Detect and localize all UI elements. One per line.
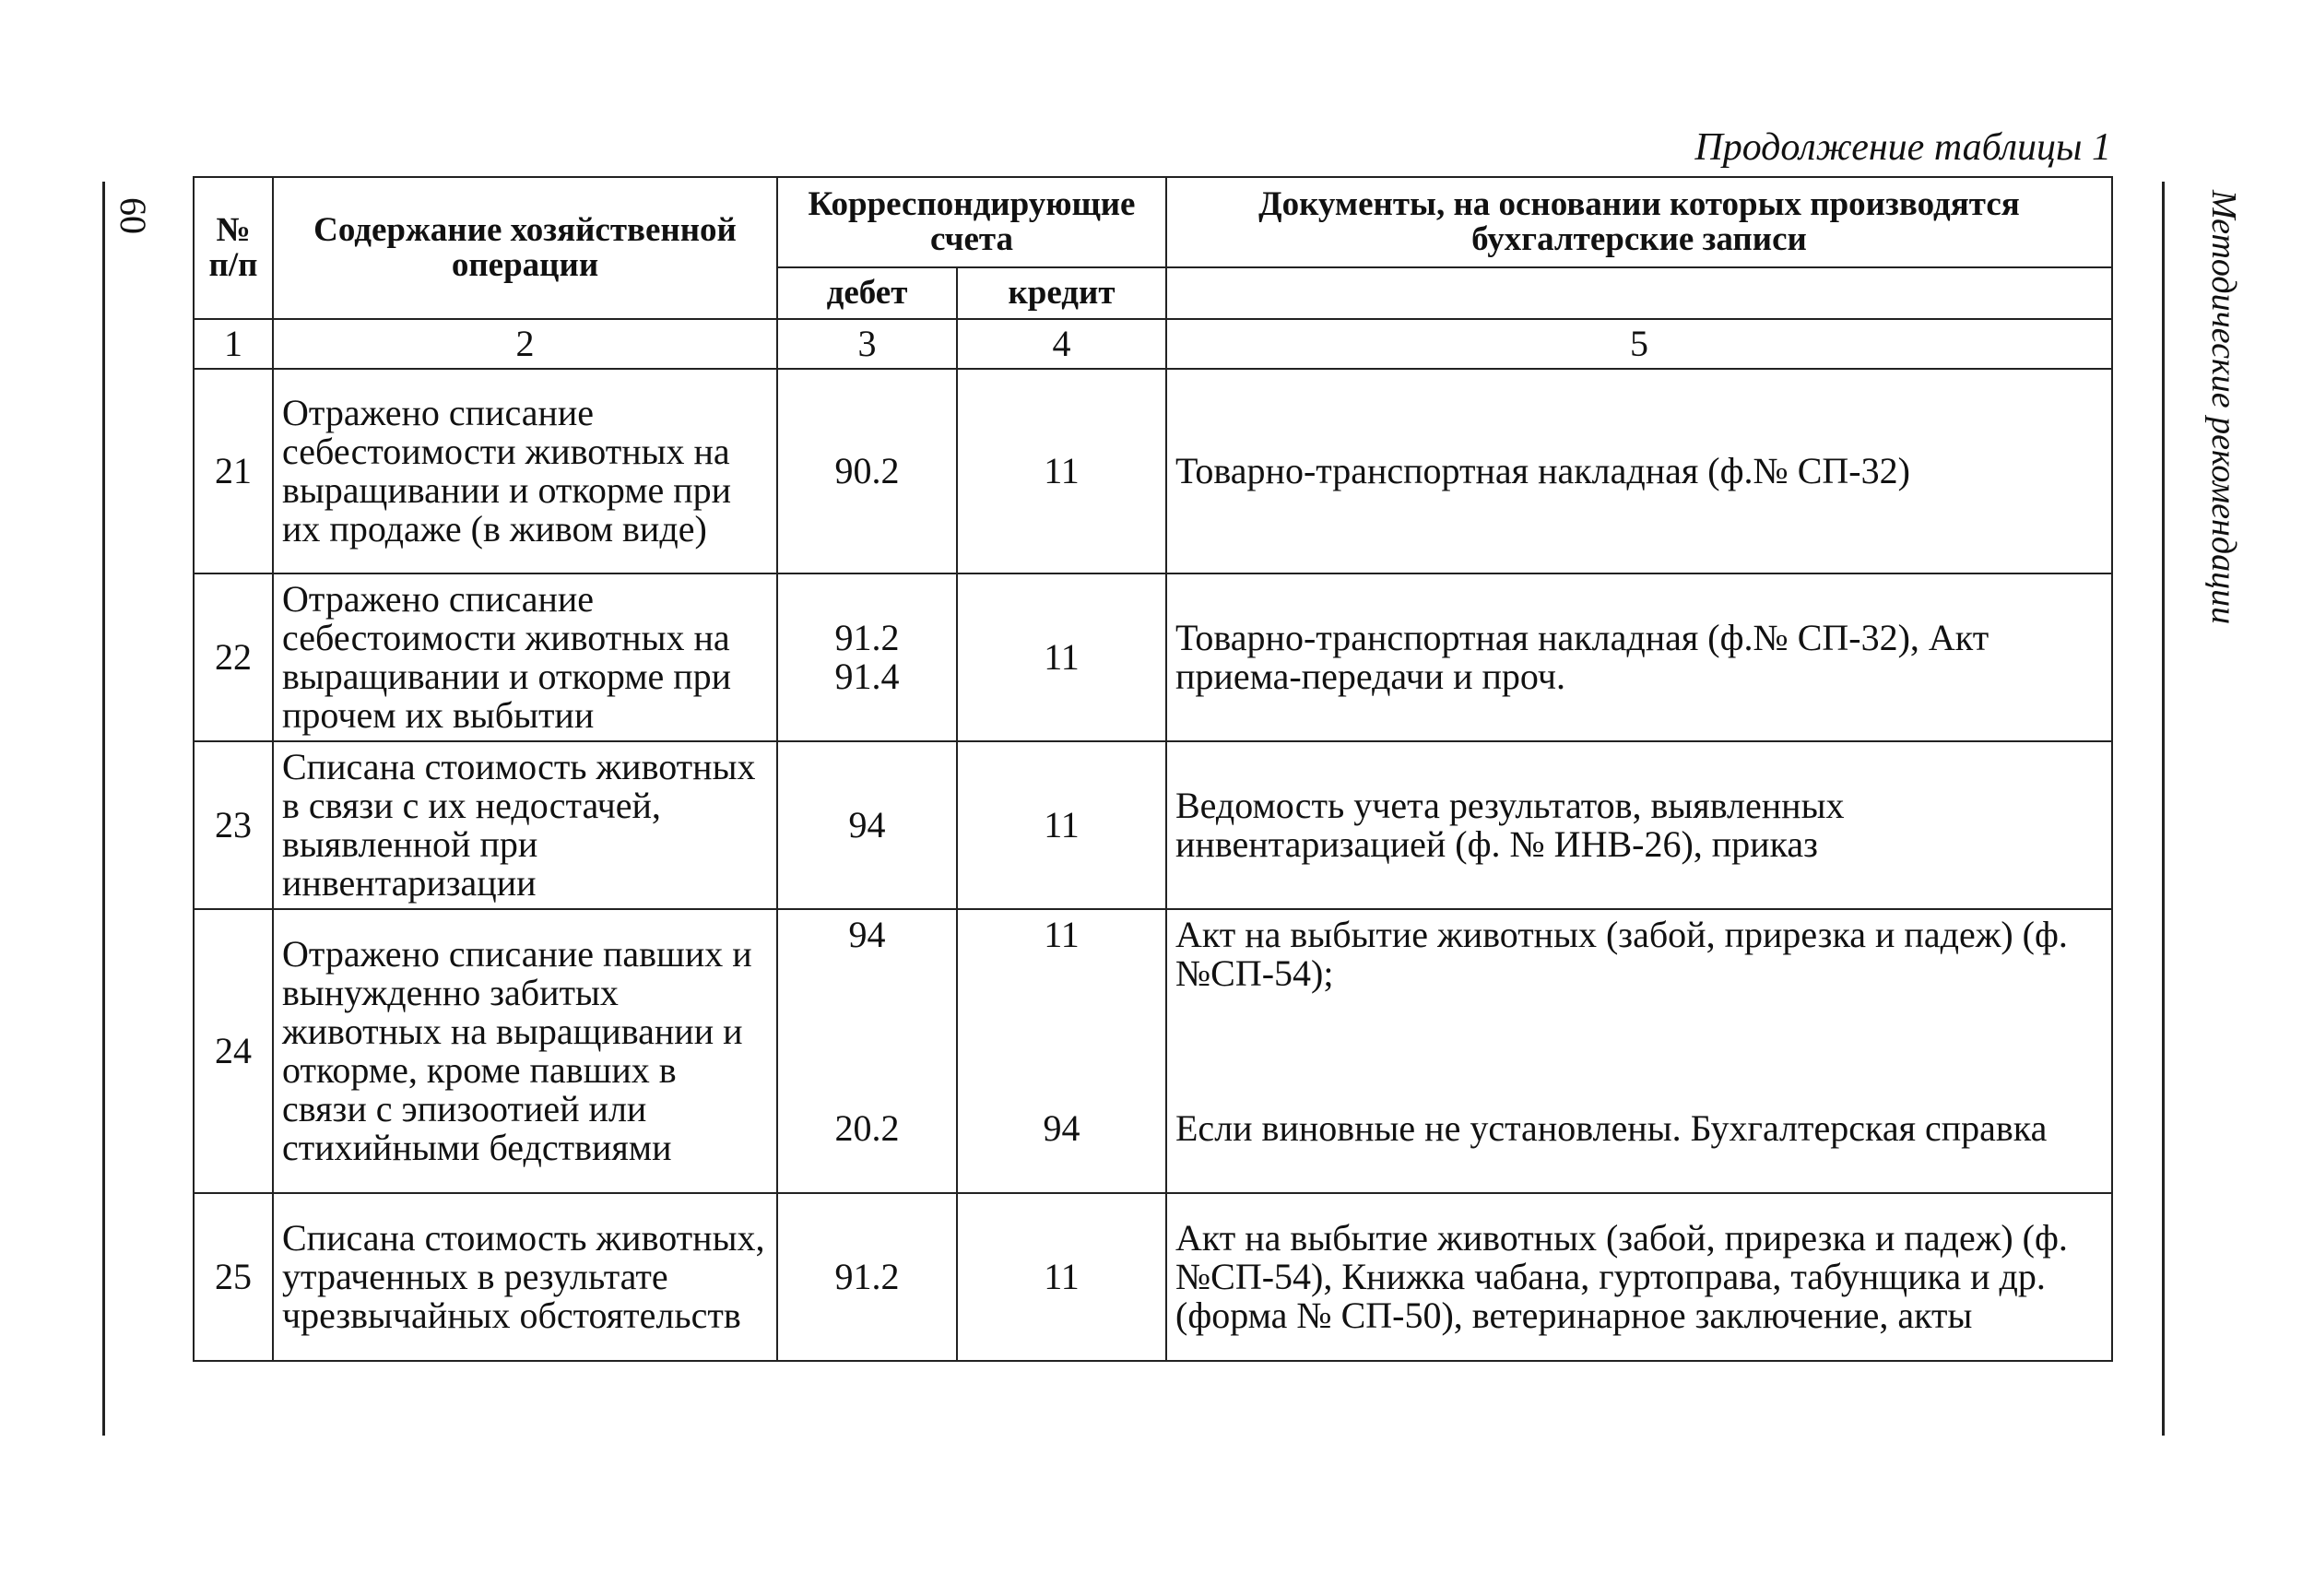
header-documents: Документы, на основании которых производятся бухгалтерские записи (1166, 177, 2112, 267)
row-debit-line: 91.4 (834, 656, 900, 697)
row-credit (957, 909, 1166, 1193)
table-row (194, 1193, 2112, 1361)
table-row (194, 573, 2112, 741)
table-caption: Продолжение таблицы 1 (1694, 126, 2111, 169)
header-description: Содержание хозяйственной операции (273, 177, 777, 319)
row-credit: 11 (957, 573, 1166, 741)
row-debit (777, 909, 957, 1193)
row-documents: Товарно-транспортная накладная (ф.№ СП-32) (1166, 369, 2112, 573)
column-number: 2 (273, 319, 777, 369)
table-row (194, 741, 2112, 909)
row-debit: 91.2 (777, 1193, 957, 1361)
row-description: Списана стоимость животных в связи с их недостачей, выявленной при инвентаризации (273, 741, 777, 909)
row-number: 21 (194, 369, 273, 573)
row-number: 22 (194, 573, 273, 741)
column-number: 4 (957, 319, 1166, 369)
row-number: 23 (194, 741, 273, 909)
row-description: Отражено списание себестоимости животных на выращивании и откорме при их продаже (в живом виде) (273, 369, 777, 573)
running-header: Методические рекомендации (2204, 190, 2243, 625)
column-number-row (194, 319, 2112, 369)
row-number: 25 (194, 1193, 273, 1361)
row-credit: 11 (957, 369, 1166, 573)
row-description: Списана стоимость животных, утраченных в результате чрезвычайных обстоятельств (273, 1193, 777, 1361)
header-num: № п/п (194, 177, 273, 319)
column-number: 5 (1166, 319, 2112, 369)
row-debit-line: 91.2 (834, 617, 900, 658)
column-number: 1 (194, 319, 273, 369)
header-row (194, 177, 2112, 267)
row-credit: 11 (957, 741, 1166, 909)
table-row (194, 369, 2112, 573)
page-number: 60 (112, 197, 154, 234)
row-number: 24 (194, 909, 273, 1193)
row-documents-entry: Акт на выбытие животных (забой, прирезка и падеж) (ф.№СП-54); (1175, 914, 2068, 994)
header-accounts: Корреспондирующие счета (777, 177, 1166, 267)
row-description: Отражено списание павших и вынужденно забитых животных на выращивании и откорме, кроме павших в связи с эпизоотией или стихийными бедствиями (273, 909, 777, 1193)
row-credit: 11 (957, 1193, 1166, 1361)
operations-table (193, 176, 2113, 1362)
row-documents-entry: Если виновные не установлены. Бухгалтерская справка (1175, 1107, 2048, 1149)
row-documents: Товарно-транспортная накладная (ф.№ СП-32), Акт приема-передачи и проч. (1166, 573, 2112, 741)
column-number: 3 (777, 319, 957, 369)
header-debit: дебет (777, 267, 957, 319)
header-documents-blank (1166, 267, 2112, 319)
row-debit (777, 573, 957, 741)
row-credit-entry: 11 (1044, 914, 1080, 955)
row-debit-entry: 94 (848, 914, 886, 955)
row-credit-entry: 94 (1043, 1107, 1080, 1149)
row-debit: 90.2 (777, 369, 957, 573)
row-debit-entry: 20.2 (834, 1107, 900, 1149)
row-documents: Ведомость учета результатов, выявленных инвентаризацией (ф. № ИНВ-26), приказ (1166, 741, 2112, 909)
row-documents: Акт на выбытие животных (забой, прирезка и падеж) (ф. №СП-54), Книжка чабана, гуртоправа, табунщика и др. (форма № СП-50), ветеринарное заключение, акты (1166, 1193, 2112, 1361)
row-description: Отражено списание себестоимости животных на выращивании и откорме при прочем их выбытии (273, 573, 777, 741)
row-debit: 94 (777, 741, 957, 909)
table-row (194, 909, 2112, 1193)
header-credit: кредит (957, 267, 1166, 319)
row-documents (1166, 909, 2112, 1193)
right-margin-rule (2162, 182, 2165, 1436)
left-margin-rule (102, 182, 105, 1436)
